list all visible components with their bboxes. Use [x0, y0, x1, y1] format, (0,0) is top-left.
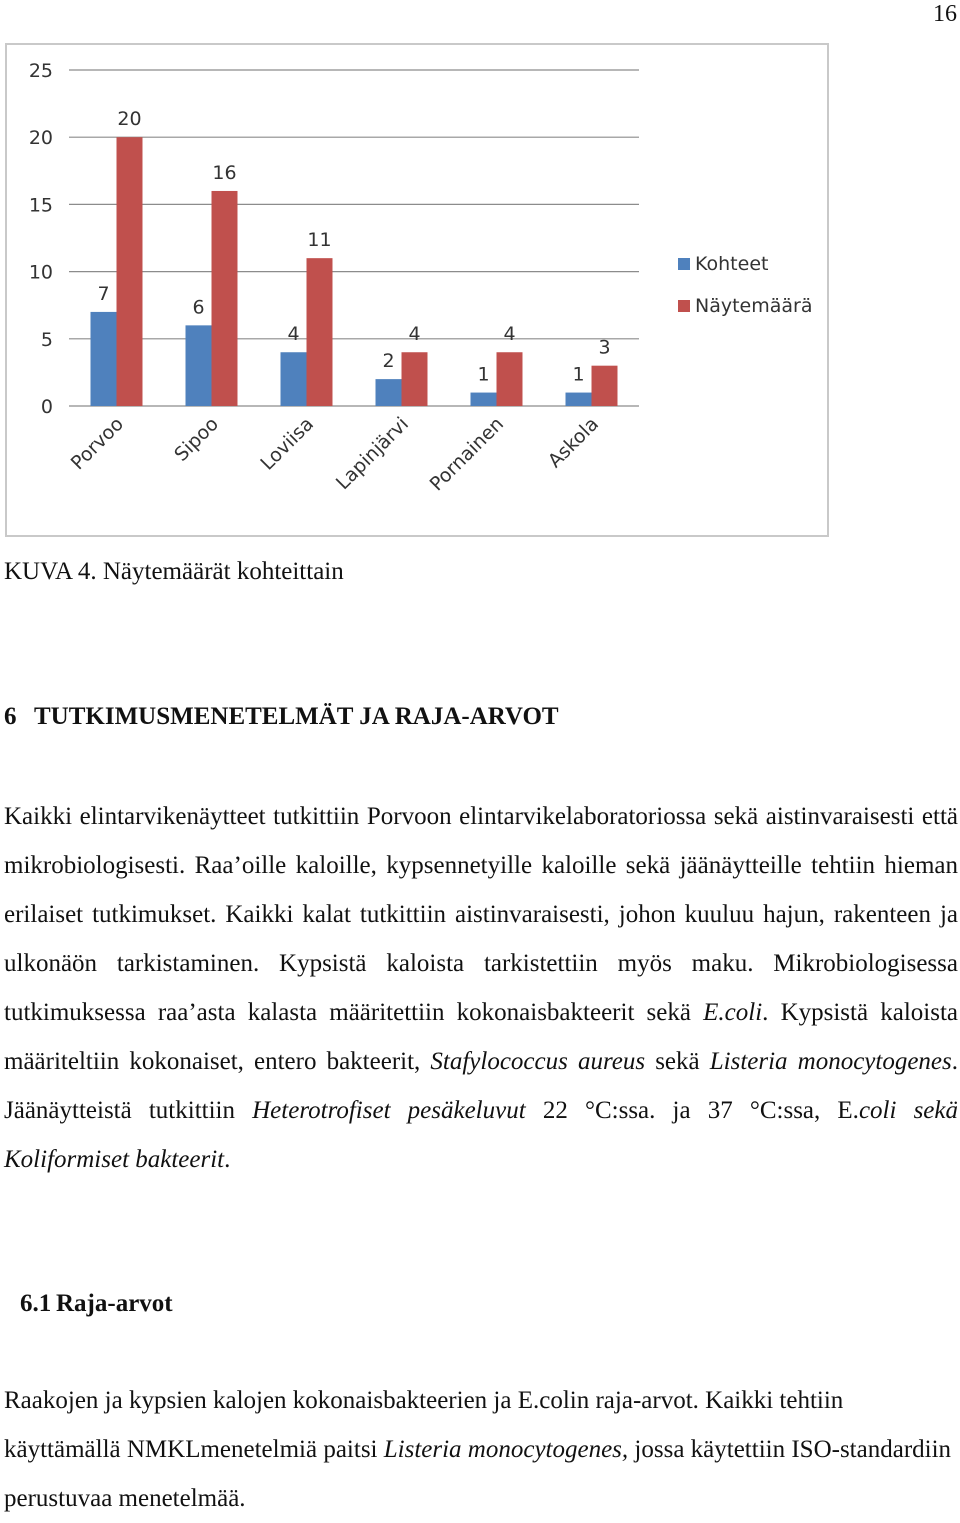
legend-label: Kohteet	[695, 253, 769, 275]
subsection-number: 6.1	[20, 1290, 52, 1317]
methods-text-run: sekä	[645, 1048, 710, 1075]
methods-text-run: Listeria monocytogenes	[709, 1048, 952, 1075]
data-label: 1	[477, 363, 490, 386]
section-number: 6	[4, 703, 17, 730]
figure-caption: KUVA 4. Näytemäärät kohteittain	[4, 558, 344, 585]
methods-text-run: .	[224, 1146, 231, 1173]
x-tick-label: Loviisa	[256, 412, 319, 475]
bar-kohteet	[376, 379, 402, 406]
data-label: 6	[192, 296, 205, 319]
bar-kohteet	[471, 393, 497, 406]
data-label: 4	[503, 323, 516, 346]
section-title: TUTKIMUSMENETELMÄT JA RAJA-ARVOT	[34, 703, 559, 730]
limits-text-run: Raakojen ja kypsien kalojen kokonaisbakteerien ja E.colin raja-arvot. Kaikki tehtiin käyttämällä NMKLmenetelmiä paitsi	[4, 1387, 844, 1463]
x-tick-label: Sipoo	[170, 412, 224, 466]
bar-chart	[7, 45, 827, 535]
subsection-heading	[20, 1287, 173, 1321]
x-tick-label: Pornainen	[425, 412, 509, 496]
data-label: 16	[212, 161, 237, 184]
methods-text-run: . Jäänäytteistä tutkittiin	[4, 1048, 959, 1124]
y-tick-label: 15	[28, 194, 53, 217]
limits-text-run: Listeria monocytogenes,	[383, 1436, 629, 1463]
data-label: 2	[382, 350, 395, 373]
data-label: 4	[287, 323, 300, 346]
chart-frame	[5, 43, 829, 537]
x-tick-label: Porvoo	[66, 412, 129, 475]
legend-swatch	[678, 258, 690, 270]
y-tick-label: 10	[28, 261, 53, 284]
page-number: 16	[933, 1, 957, 27]
data-label: 3	[598, 336, 611, 359]
legend-label: Näytemäärä	[695, 295, 813, 317]
bar-naytemaara	[307, 258, 333, 406]
data-label: 11	[307, 229, 332, 252]
bar-naytemaara	[497, 352, 523, 406]
limits-text-run: jossa käytettiin ISO-standardiin perustuvaa menetelmää.	[4, 1436, 952, 1512]
x-tick-label: Askola	[543, 412, 604, 473]
section-heading	[4, 700, 559, 734]
data-label: 1	[572, 363, 585, 386]
data-label: 7	[97, 282, 110, 305]
paragraph-limits	[4, 1376, 958, 1523]
y-tick-label: 5	[40, 328, 53, 351]
y-tick-label: 25	[28, 60, 53, 82]
bar-kohteet	[91, 312, 117, 406]
methods-text-run: . Kypsistä kaloista määriteltiin kokonaiset, entero bakteerit,	[4, 999, 958, 1075]
bar-kohteet	[186, 325, 212, 406]
bar-kohteet	[281, 352, 307, 406]
y-tick-label: 20	[28, 127, 53, 150]
methods-text-run: E.coli	[703, 999, 763, 1026]
subsection-title: Raja-arvot	[56, 1290, 173, 1317]
methods-text-run: Stafylococcus aureus	[430, 1048, 646, 1075]
methods-text-run: coli sekä Koliformiset bakteerit	[4, 1097, 958, 1173]
data-label: 20	[117, 108, 142, 131]
paragraph-methods	[4, 792, 958, 1184]
x-tick-label: Lapinjärvi	[331, 412, 414, 495]
data-label: 4	[408, 323, 421, 346]
methods-text-run: Kaikki elintarvikenäytteet tutkittiin Porvoon elintarvikelaboratoriossa sekä aistinvaraisesti että mikrobiologisesti. Raa’oille kaloille, kypsennetyille kaloille sekä jäänäytteille tehtiin hieman erilaiset tutkimukset. Kaikki kalat tutkittiin aistinvaraisesti, johon kuuluu hajun, rakenteen ja ulkonäön tarkistaminen. Kypsistä kaloista tarkistettiin myös maku. Mikrobiologisessa tutkimuksessa raa’asta kalasta määritettiin kokonaisbakteerit sekä	[4, 803, 958, 1026]
methods-text-run: Heterotrofiset pesäkeluvut	[252, 1097, 526, 1124]
y-tick-label: 0	[40, 396, 53, 418]
bar-naytemaara	[592, 366, 618, 406]
legend-swatch	[678, 300, 690, 312]
bar-naytemaara	[117, 137, 143, 406]
bar-naytemaara	[402, 352, 428, 406]
methods-text-run: 22 °C:ssa. ja 37 °C:ssa, E.	[525, 1097, 859, 1124]
bar-naytemaara	[212, 191, 238, 406]
bar-kohteet	[566, 393, 592, 406]
